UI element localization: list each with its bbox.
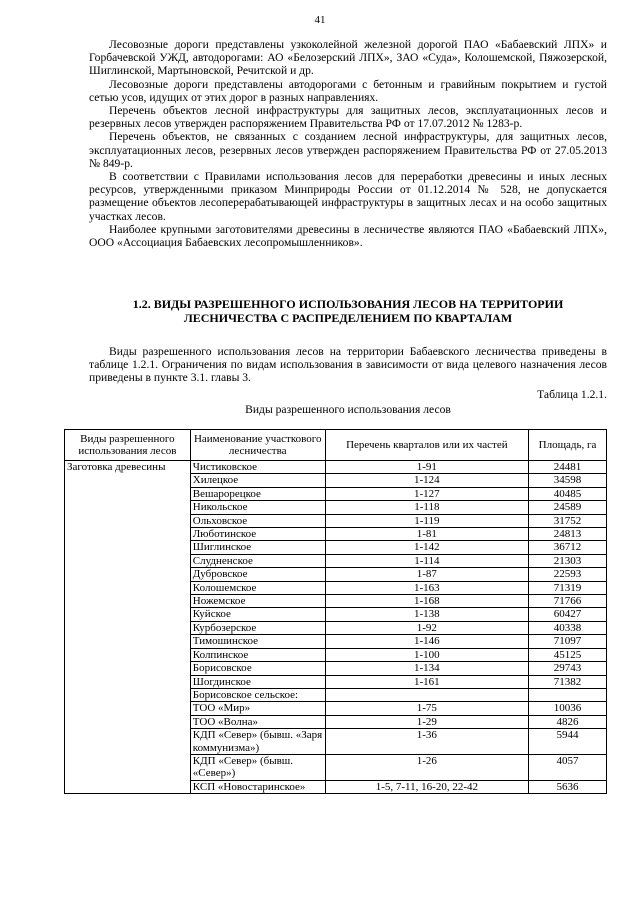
paragraph: Лесовозные дороги представлены автодорогами с бетонным и гравийным покрытием и густой сетью усов, идущих от этих дорог в разных направлениях. (89, 77, 607, 104)
area-cell: 24813 (529, 528, 607, 541)
paragraph: Лесовозные дороги представлены узкоколейной железной дорогой ПАО «Бабаевский ЛПХ» и Горбачевской УЖД, автодорогами: АО «Белозерский ЛПХ», ЗАО «Суда», Колошемской, Пяжозерской, Шиглинской, Мартыновской, Речитской и др. (89, 38, 607, 78)
quarters-cell: 1-87 (325, 568, 528, 581)
section-heading (89, 298, 607, 325)
forestry-name-cell: Никольское (190, 501, 325, 514)
table-header-row (65, 430, 607, 461)
column-header: Виды разрешенного использования лесов (65, 430, 191, 461)
forestry-name-cell: ТОО «Мир» (190, 702, 325, 715)
area-cell (529, 688, 607, 701)
forestry-name-cell: Шиглинское (190, 541, 325, 554)
area-cell: 34598 (529, 474, 607, 487)
quarters-cell: 1-75 (325, 702, 528, 715)
area-cell: 31752 (529, 514, 607, 527)
forestry-name-cell: Дубровское (190, 568, 325, 581)
quarters-cell: 1-91 (325, 461, 528, 474)
quarters-cell (325, 688, 528, 701)
forestry-name-cell: Вешарорецкое (190, 487, 325, 500)
quarters-cell: 1-124 (325, 474, 528, 487)
quarters-cell: 1-127 (325, 487, 528, 500)
area-cell: 40485 (529, 487, 607, 500)
table-caption: Виды разрешенного использования лесов (245, 403, 451, 416)
area-cell: 24589 (529, 501, 607, 514)
forestry-name-cell: Ножемское (190, 595, 325, 608)
area-cell: 71097 (529, 635, 607, 648)
area-cell: 4826 (529, 715, 607, 728)
forestry-name-cell: ТОО «Волна» (190, 715, 325, 728)
area-cell: 45125 (529, 648, 607, 661)
quarters-cell: 1-163 (325, 581, 528, 594)
forestry-name-cell: Колошемское (190, 581, 325, 594)
area-cell: 24481 (529, 461, 607, 474)
forestry-name-cell: Курбозерское (190, 621, 325, 634)
usage-table (64, 429, 607, 794)
area-cell: 22593 (529, 568, 607, 581)
quarters-cell: 1-92 (325, 621, 528, 634)
paragraph: Наиболее крупными заготовителями древесины в лесничестве являются ПАО «Бабаевский ЛПХ», ООО «Ассоциация Бабаевских лесопромышленников». (89, 222, 607, 250)
area-cell: 71319 (529, 581, 607, 594)
quarters-cell: 1-118 (325, 501, 528, 514)
forestry-name-cell: Шогдинское (190, 675, 325, 688)
column-header: Наименование участкового лесничества (190, 430, 325, 461)
area-cell: 36712 (529, 541, 607, 554)
page-number: 41 (314, 14, 326, 26)
quarters-cell: 1-168 (325, 595, 528, 608)
paragraph: Перечень объектов лесной инфраструктуры для защитных лесов, эксплуатационных лесов и резервных лесов утвержден распоряжением Правительства РФ от 17.07.2012 № 1283-р. (89, 104, 607, 131)
forestry-name-cell: Слудненское (190, 554, 325, 567)
quarters-cell: 1-29 (325, 715, 528, 728)
forestry-name-cell: Борисовское сельское: (190, 688, 325, 701)
section-heading-line: ЛЕСНИЧЕСТВА С РАСПРЕДЕЛЕНИЕМ ПО КВАРТАЛАМ (183, 310, 513, 325)
quarters-cell: 1-81 (325, 528, 528, 541)
area-cell: 21303 (529, 554, 607, 567)
paragraph: Виды разрешенного использования лесов на территории Бабаевского лесничества приведены в таблице 1.2.1. Ограничения по видам использования в зависимости от вида целевого назначения лесов приведены в пункте 3.1. главы 3. (89, 345, 607, 385)
quarters-cell: 1-161 (325, 675, 528, 688)
forestry-name-cell: Борисовское (190, 662, 325, 675)
quarters-cell: 1-5, 7-11, 16-20, 22-42 (325, 780, 528, 793)
quarters-cell: 1-26 (325, 754, 528, 780)
forestry-name-cell: Ольховское (190, 514, 325, 527)
usage-type-cell: Заготовка древесины (65, 461, 191, 794)
quarters-cell: 1-146 (325, 635, 528, 648)
forestry-name-cell: Куйское (190, 608, 325, 621)
quarters-cell: 1-100 (325, 648, 528, 661)
forestry-name-cell: Чистиковское (190, 461, 325, 474)
paragraph: Перечень объектов, не связанных с созданием лесной инфраструктуры, для защитных лесов, эксплуатационных лесов, резервных лесов утвержден распоряжением Правительства РФ от 27.05.2013 № 849-р. (89, 130, 607, 170)
area-cell: 71382 (529, 675, 607, 688)
area-cell: 5636 (529, 780, 607, 793)
quarters-cell: 1-114 (325, 554, 528, 567)
forestry-name-cell: Хилецкое (190, 474, 325, 487)
table-label: Таблица 1.2.1. (537, 388, 607, 401)
forestry-name-cell: КСП «Новостаринское» (190, 780, 325, 793)
forestry-name-cell: Колпинское (190, 648, 325, 661)
forestry-name-cell: КДП «Север» (бывш. «Север») (190, 754, 325, 780)
body-text (89, 38, 607, 249)
section-heading-line: 1.2. ВИДЫ РАЗРЕШЕННОГО ИСПОЛЬЗОВАНИЯ ЛЕСОВ НА ТЕРРИТОРИИ (132, 297, 564, 311)
quarters-cell: 1-134 (325, 662, 528, 675)
table-row (65, 461, 607, 474)
forestry-name-cell: Люботинское (190, 528, 325, 541)
quarters-cell: 1-138 (325, 608, 528, 621)
quarters-cell: 1-36 (325, 729, 528, 755)
forestry-name-cell: КДП «Север» (бывш. «Заря коммунизма») (190, 729, 325, 755)
intro-text (89, 345, 607, 385)
quarters-cell: 1-142 (325, 541, 528, 554)
area-cell: 5944 (529, 729, 607, 755)
column-header: Перечень кварталов или их частей (325, 430, 528, 461)
column-header: Площадь, га (529, 430, 607, 461)
table-body (65, 461, 607, 794)
forestry-name-cell: Тимошинское (190, 635, 325, 648)
area-cell: 10036 (529, 702, 607, 715)
quarters-cell: 1-119 (325, 514, 528, 527)
paragraph: В соответствии с Правилами использования лесов для переработки древесины и иных лесных ресурсов, утвержденными приказом Минприроды России от 01.12.2014 № 528, не допускается размещение объектов лесоперерабатывающей инфраструктуры в защитных лесах и на особо защитных участках лесов. (89, 170, 607, 223)
area-cell: 71766 (529, 595, 607, 608)
area-cell: 29743 (529, 662, 607, 675)
area-cell: 4057 (529, 754, 607, 780)
area-cell: 40338 (529, 621, 607, 634)
area-cell: 60427 (529, 608, 607, 621)
